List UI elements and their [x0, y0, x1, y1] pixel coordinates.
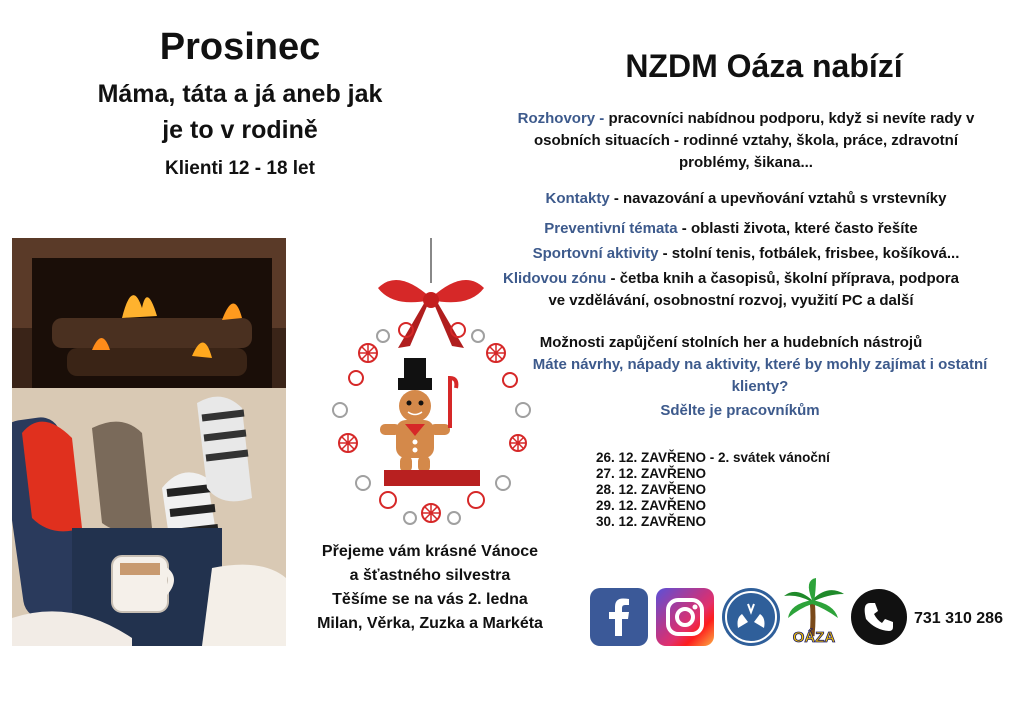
offer-item-text: - stolní tenis, fotbálek, frisbee, košíková... — [658, 245, 960, 262]
offer-item-kontakty — [500, 188, 992, 210]
offer-item-rozhovory — [500, 108, 992, 174]
offer-item-text: - četba knih a časopisů, školní příprava, podpora ve vzdělávání, osobnostní rozvoj, využití PC a další — [548, 270, 959, 309]
offer-rental: Možnosti zapůjčení stolních her a hudebních nástrojů — [539, 334, 923, 351]
schedule-row: 28. 12. ZAVŘENO — [596, 482, 707, 497]
greeting-line: Přejeme vám krásné Vánoce — [321, 543, 539, 560]
hands-icon — [722, 588, 780, 646]
offer-tell-staff: Sdělte je pracovníkům — [660, 402, 820, 419]
offer-title: NZDM Oáza nabízí — [625, 48, 903, 84]
oaza-logo — [782, 578, 846, 644]
schedule-row: 30. 12. ZAVŘENO — [596, 514, 707, 529]
offer-item-preventivni-temata — [500, 218, 962, 240]
offer-item-label: Preventivní témata — [544, 220, 678, 237]
logo-text: OÁZA — [792, 629, 836, 644]
facebook-icon[interactable] — [590, 588, 648, 646]
holiday-schedule — [596, 450, 830, 530]
schedule-row: 27. 12. ZAVŘENO — [596, 466, 707, 481]
christmas-greeting — [292, 540, 568, 636]
greeting-line: a šťastného silvestra — [349, 567, 511, 584]
offer-item-klidova-zona — [500, 268, 962, 312]
offer-item-text: pracovníci nabídnou podporu, když si nevíte rady v osobních situacích - rodinné vztahy, škola, práce, zdravotní problémy, šikana... — [534, 110, 975, 171]
subtitle-line: Máma, táta a já aneb jak — [97, 80, 383, 108]
offer-item-label: Kontakty — [545, 190, 610, 207]
offer-item-sportovni-aktivity — [500, 243, 992, 265]
greeting-line: Těšíme se na vás 2. ledna — [332, 591, 528, 608]
offer-item-label: Sportovní aktivity — [532, 245, 659, 262]
greeting-line: Milan, Věrka, Zuzka a Markéta — [317, 615, 543, 632]
offer-question: Máte návrhy, nápady na aktivity, které by mohly zajímat i ostatní klienty? — [532, 356, 988, 395]
schedule-row: 29. 12. ZAVŘENO — [596, 498, 707, 513]
phone-icon[interactable] — [851, 589, 907, 645]
phone-number[interactable]: 731 310 286 — [914, 610, 1003, 627]
schedule-row: 26. 12. ZAVŘENO - 2. svátek vánoční — [596, 450, 830, 465]
offer-item-label: Rozhovory - — [517, 110, 605, 127]
offer-item-text: - navazování a upevňování vztahů s vrstevníky — [609, 190, 947, 207]
fireplace-socks-photo — [12, 238, 286, 646]
subtitle-line: je to v rodině — [162, 116, 318, 144]
page-title: Prosinec — [159, 26, 321, 68]
instagram-icon[interactable] — [656, 588, 714, 646]
offer-item-label: Klidovou zónu — [503, 270, 607, 287]
offer-item-text: - oblasti života, které často řešíte — [677, 220, 918, 237]
page-subtitle — [40, 76, 440, 148]
age-range: Klienti 12 - 18 let — [165, 158, 315, 179]
